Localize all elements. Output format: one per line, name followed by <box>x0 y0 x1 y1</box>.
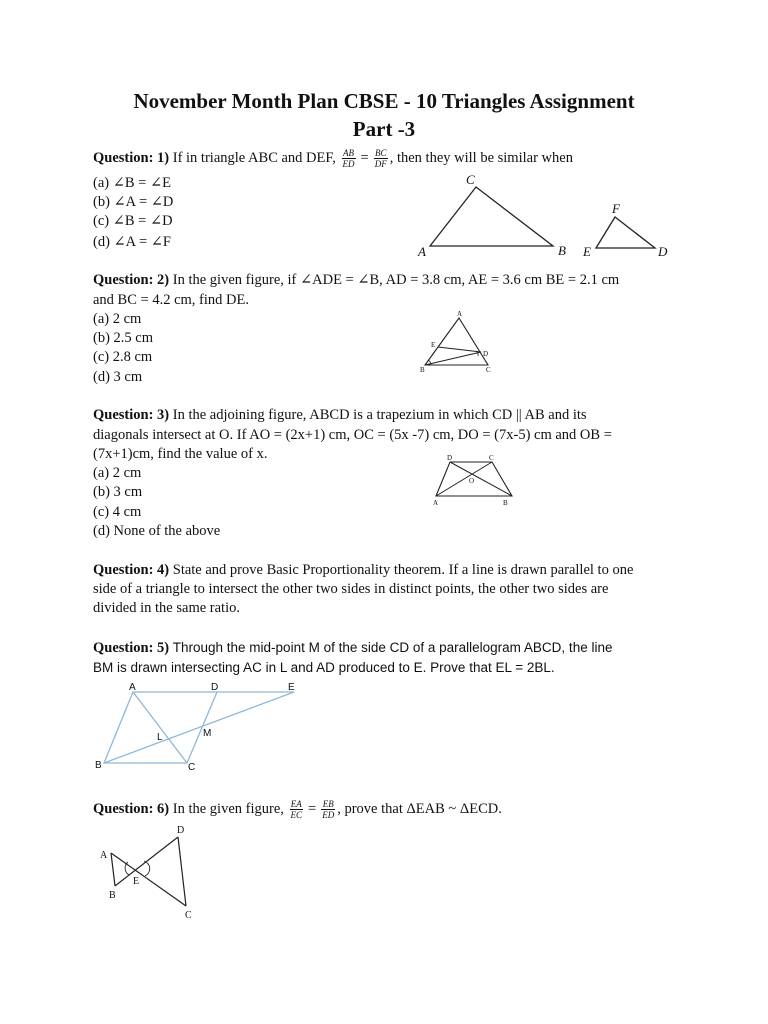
q6-text-pre: In the given figure, <box>172 800 284 817</box>
q2-option-c: (c) 2.8 cm <box>93 349 153 365</box>
q1-label-c: C <box>466 172 475 187</box>
q1-frac2-num: BC <box>374 148 387 158</box>
q4-label: Question: 4) <box>93 562 170 578</box>
q1-text-post: , then they will be similar when <box>389 149 573 166</box>
q4-text: State and prove Basic Proportionality theorem. If a line is drawn parallel to one <box>172 562 634 578</box>
q1-label-a: A <box>418 244 426 259</box>
q6-label-b: B <box>109 890 116 901</box>
q1-option-b: (b) ∠A = ∠D <box>93 194 174 210</box>
q4-stem-line2: side of a triangle to intersect the other two sides in distinct points, the other two sides are <box>93 581 609 597</box>
q3-label-b: B <box>503 499 508 507</box>
q1-option-d: (d) ∠A = ∠F <box>93 234 171 250</box>
q2-label-b: B <box>420 366 425 374</box>
q3-text: In the adjoining figure, ABCD is a trapezium in which CD || AB and its <box>172 407 587 423</box>
q5-label-d: D <box>211 682 219 693</box>
q3-label-c: C <box>489 454 494 462</box>
q3-label-o: O <box>469 477 475 485</box>
q5-text: Through the mid-point M of the side CD of a parallelogram ABCD, the line <box>172 640 613 655</box>
q6-label-e: E <box>133 876 140 887</box>
q3-option-c: (c) 4 cm <box>93 504 142 520</box>
q1-frac2-den: DF <box>374 159 387 169</box>
q1-option-a: (a) ∠B = ∠E <box>93 175 171 191</box>
q2-label-a: A <box>457 310 463 318</box>
q3-option-a: (a) 2 cm <box>93 465 142 481</box>
q2-label-d: D <box>483 350 489 358</box>
q3-option-d: (d) None of the above <box>93 523 221 539</box>
q1-equals: = <box>360 149 369 166</box>
q1-option-c: (c) ∠B = ∠D <box>93 213 173 229</box>
q6-label-c: C <box>185 910 192 921</box>
q3-stem-line2: diagonals intersect at O. If AO = (2x+1) cm, OC = (5x -7) cm, DO = (7x-5) cm and OB = <box>93 427 612 443</box>
q6-frac1-num: EA <box>290 799 302 809</box>
q5-label-e: E <box>288 682 295 693</box>
q2-option-a: (a) 2 cm <box>93 311 142 327</box>
q5-label-l: L <box>157 732 163 743</box>
q1-frac1-den: ED <box>342 159 355 169</box>
q2-label: Question: 2) <box>93 272 170 288</box>
q4-stem-line3: divided in the same ratio. <box>93 600 240 616</box>
q6-label-a: A <box>100 850 108 861</box>
q6-label: Question: 6) <box>93 800 170 817</box>
q6-segment-ac <box>111 853 186 906</box>
q3-label-d: D <box>447 454 453 462</box>
q2-label-c: C <box>486 366 491 374</box>
q6-segment-dc <box>178 837 186 906</box>
q6-segment-ab <box>111 853 115 886</box>
q3-label-a: A <box>433 499 439 507</box>
q5-stem-line2: BM is drawn intersecting AC in L and AD produced to E. Prove that EL = 2BL. <box>93 660 555 675</box>
q1-label: Question: 1) <box>93 149 170 166</box>
q5-label: Question: 5) <box>93 640 170 656</box>
q1-label-f: F <box>612 201 620 216</box>
q6-equals: = <box>308 800 317 817</box>
q1-text-pre: If in triangle ABC and DEF, <box>172 149 336 166</box>
q5-label-c: C <box>188 762 196 773</box>
q6-frac2-num: EB <box>322 799 334 809</box>
q3-stem-line3: (7x+1)cm, find the value of x. <box>93 446 268 462</box>
q2-option-d: (d) 3 cm <box>93 369 143 385</box>
q1-label-d: D <box>658 244 668 259</box>
q2-stem-line2: and BC = 4.2 cm, find DE. <box>93 292 249 308</box>
q6-label-d: D <box>177 825 185 836</box>
q5-label-m: M <box>203 728 212 739</box>
q2-text: In the given figure, if ∠ADE = ∠B, AD = 3.8 cm, AE = 3.6 cm BE = 2.1 cm <box>172 272 620 288</box>
page-subtitle: Part -3 <box>352 117 416 141</box>
page-title: November Month Plan CBSE - 10 Triangles Assignment <box>133 89 635 113</box>
q3-label: Question: 3) <box>93 407 170 423</box>
q6-frac2-den: ED <box>322 810 335 820</box>
q2-label-e: E <box>431 341 436 349</box>
q1-frac1-num: AB <box>343 148 355 158</box>
q6-frac1-den: EC <box>290 810 303 820</box>
q1-label-e: E <box>583 244 591 259</box>
q1-label-b: B <box>558 243 566 258</box>
q3-option-b: (b) 3 cm <box>93 484 143 500</box>
q5-label-a: A <box>129 682 136 693</box>
q5-label-b: B <box>95 760 102 771</box>
q2-option-b: (b) 2.5 cm <box>93 330 153 346</box>
q6-text-post: , prove that ΔEAB ~ ΔECD. <box>337 800 502 817</box>
